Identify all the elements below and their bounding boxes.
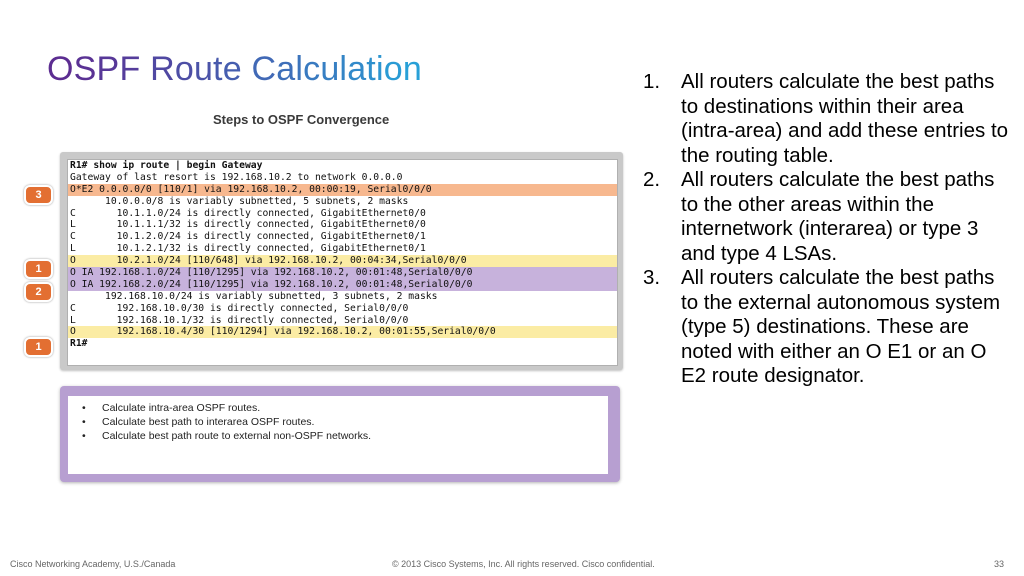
terminal-line: C 10.1.1.0/24 is directly connected, GigabitEthernet0/0 [70,207,426,219]
step-number: 2. [643,168,661,191]
step-badge: 2 [24,282,53,302]
terminal-line: L 10.1.2.1/32 is directly connected, GigabitEthernet0/1 [70,243,426,255]
slide-title [47,50,422,89]
title-char: S [73,50,97,88]
step-text: All routers calculate the best paths to the other areas within the internetwork (interarea) or type 3 and type 4 LSAs. [681,168,995,265]
note-text: Calculate best path to interarea OSPF routes. [102,416,315,428]
diagram-title: Steps to OSPF Convergence [213,112,390,127]
title-char: a [276,50,296,88]
notes-content [68,396,608,474]
note-item [82,416,314,428]
terminal-line: Gateway of last resort is 192.168.10.2 to network 0.0.0.0 [70,171,403,183]
step-text: All routers calculate the best paths to destinations within their area (intra-area) and add these entries to the routing table. [681,70,1009,167]
terminal-line: R1# show ip route | begin Gateway [70,160,263,171]
terminal-line-intra-area-route: O 10.2.1.0/24 [110/648] via 192.168.10.2, 00:04:34,Serial0/0/0 [68,255,617,267]
terminal-line-interarea-route: O IA 192.168.1.0/24 [110/1295] via 192.168.10.2, 00:01:48,Serial0/0/0 [68,267,617,279]
title-char: c [303,50,321,88]
terminal-output [67,159,618,366]
bullet: • [82,416,86,428]
terminal-line-intra-area-route: O 192.168.10.4/30 [110/1294] via 192.168.10.2, 00:01:55,Serial0/0/0 [68,326,617,338]
note-item [82,402,260,414]
step-item [643,168,1013,266]
title-char: l [339,50,348,88]
step-item [643,266,1013,389]
title-char: u [193,50,214,88]
title-char: F [119,50,141,88]
title-char: o [383,50,403,88]
page-number: 33 [994,559,1005,569]
title-char: t [366,50,376,88]
title-char: C [251,50,277,88]
terminal-line-interarea-route: O IA 192.168.2.0/24 [110/1295] via 192.168.10.2, 00:01:48,Serial0/0/0 [68,279,617,291]
step-number: 3. [643,266,661,289]
step-badge: 1 [24,259,53,279]
title-char: P [96,50,120,88]
bullet: • [82,430,86,442]
step-badge: 1 [24,337,53,357]
terminal-line: L 192.168.10.1/32 is directly connected, Serial0/0/0 [70,314,409,326]
title-char: o [174,50,194,88]
title-char: t [213,50,223,88]
title-char: e [222,50,242,88]
terminal-line-external-route: O*E2 0.0.0.0/0 [110/1] via 192.168.10.2, 00:00:19, Serial0/0/0 [68,184,617,196]
convergence-notes-box [60,386,620,482]
title-char: a [347,50,367,88]
terminal-line: 192.168.10.0/24 is variably subnetted, 3 subnets, 2 masks [70,290,438,302]
title-char: n [402,50,422,88]
bullet: • [82,402,86,414]
title-char [140,50,150,89]
steps-list [643,70,1013,389]
terminal-line: C 192.168.10.0/30 is directly connected, Serial0/0/0 [70,302,409,314]
step-number: 1. [643,70,661,93]
title-char: l [295,50,304,88]
footer-copyright: © 2013 Cisco Systems, Inc. All rights reserved. Cisco confidential. [392,559,655,569]
note-text: Calculate intra-area OSPF routes. [102,402,261,414]
terminal-line: C 10.1.2.0/24 is directly connected, GigabitEthernet0/1 [70,231,426,243]
terminal-line: L 10.1.1.1/32 is directly connected, GigabitEthernet0/0 [70,219,426,231]
title-char [242,50,252,89]
terminal-line: R1# [70,338,88,350]
terminal-line: 10.0.0.0/8 is variably subnetted, 5 subnets, 2 masks [70,195,409,207]
step-badge: 3 [24,185,53,205]
title-char: O [47,50,74,88]
note-item [82,430,371,442]
step-item [643,70,1013,168]
note-text: Calculate best path route to external non-OSPF networks. [102,430,372,442]
title-char: i [375,50,384,88]
step-text: All routers calculate the best paths to the external autonomous system (type 5) destinations. These are noted with either an O E1 or an O E2 route designator. [681,266,1001,387]
title-char: u [320,50,340,88]
route-table-terminal [60,152,623,370]
title-char: R [150,50,175,88]
footer-left: Cisco Networking Academy, U.S./Canada [10,559,176,569]
